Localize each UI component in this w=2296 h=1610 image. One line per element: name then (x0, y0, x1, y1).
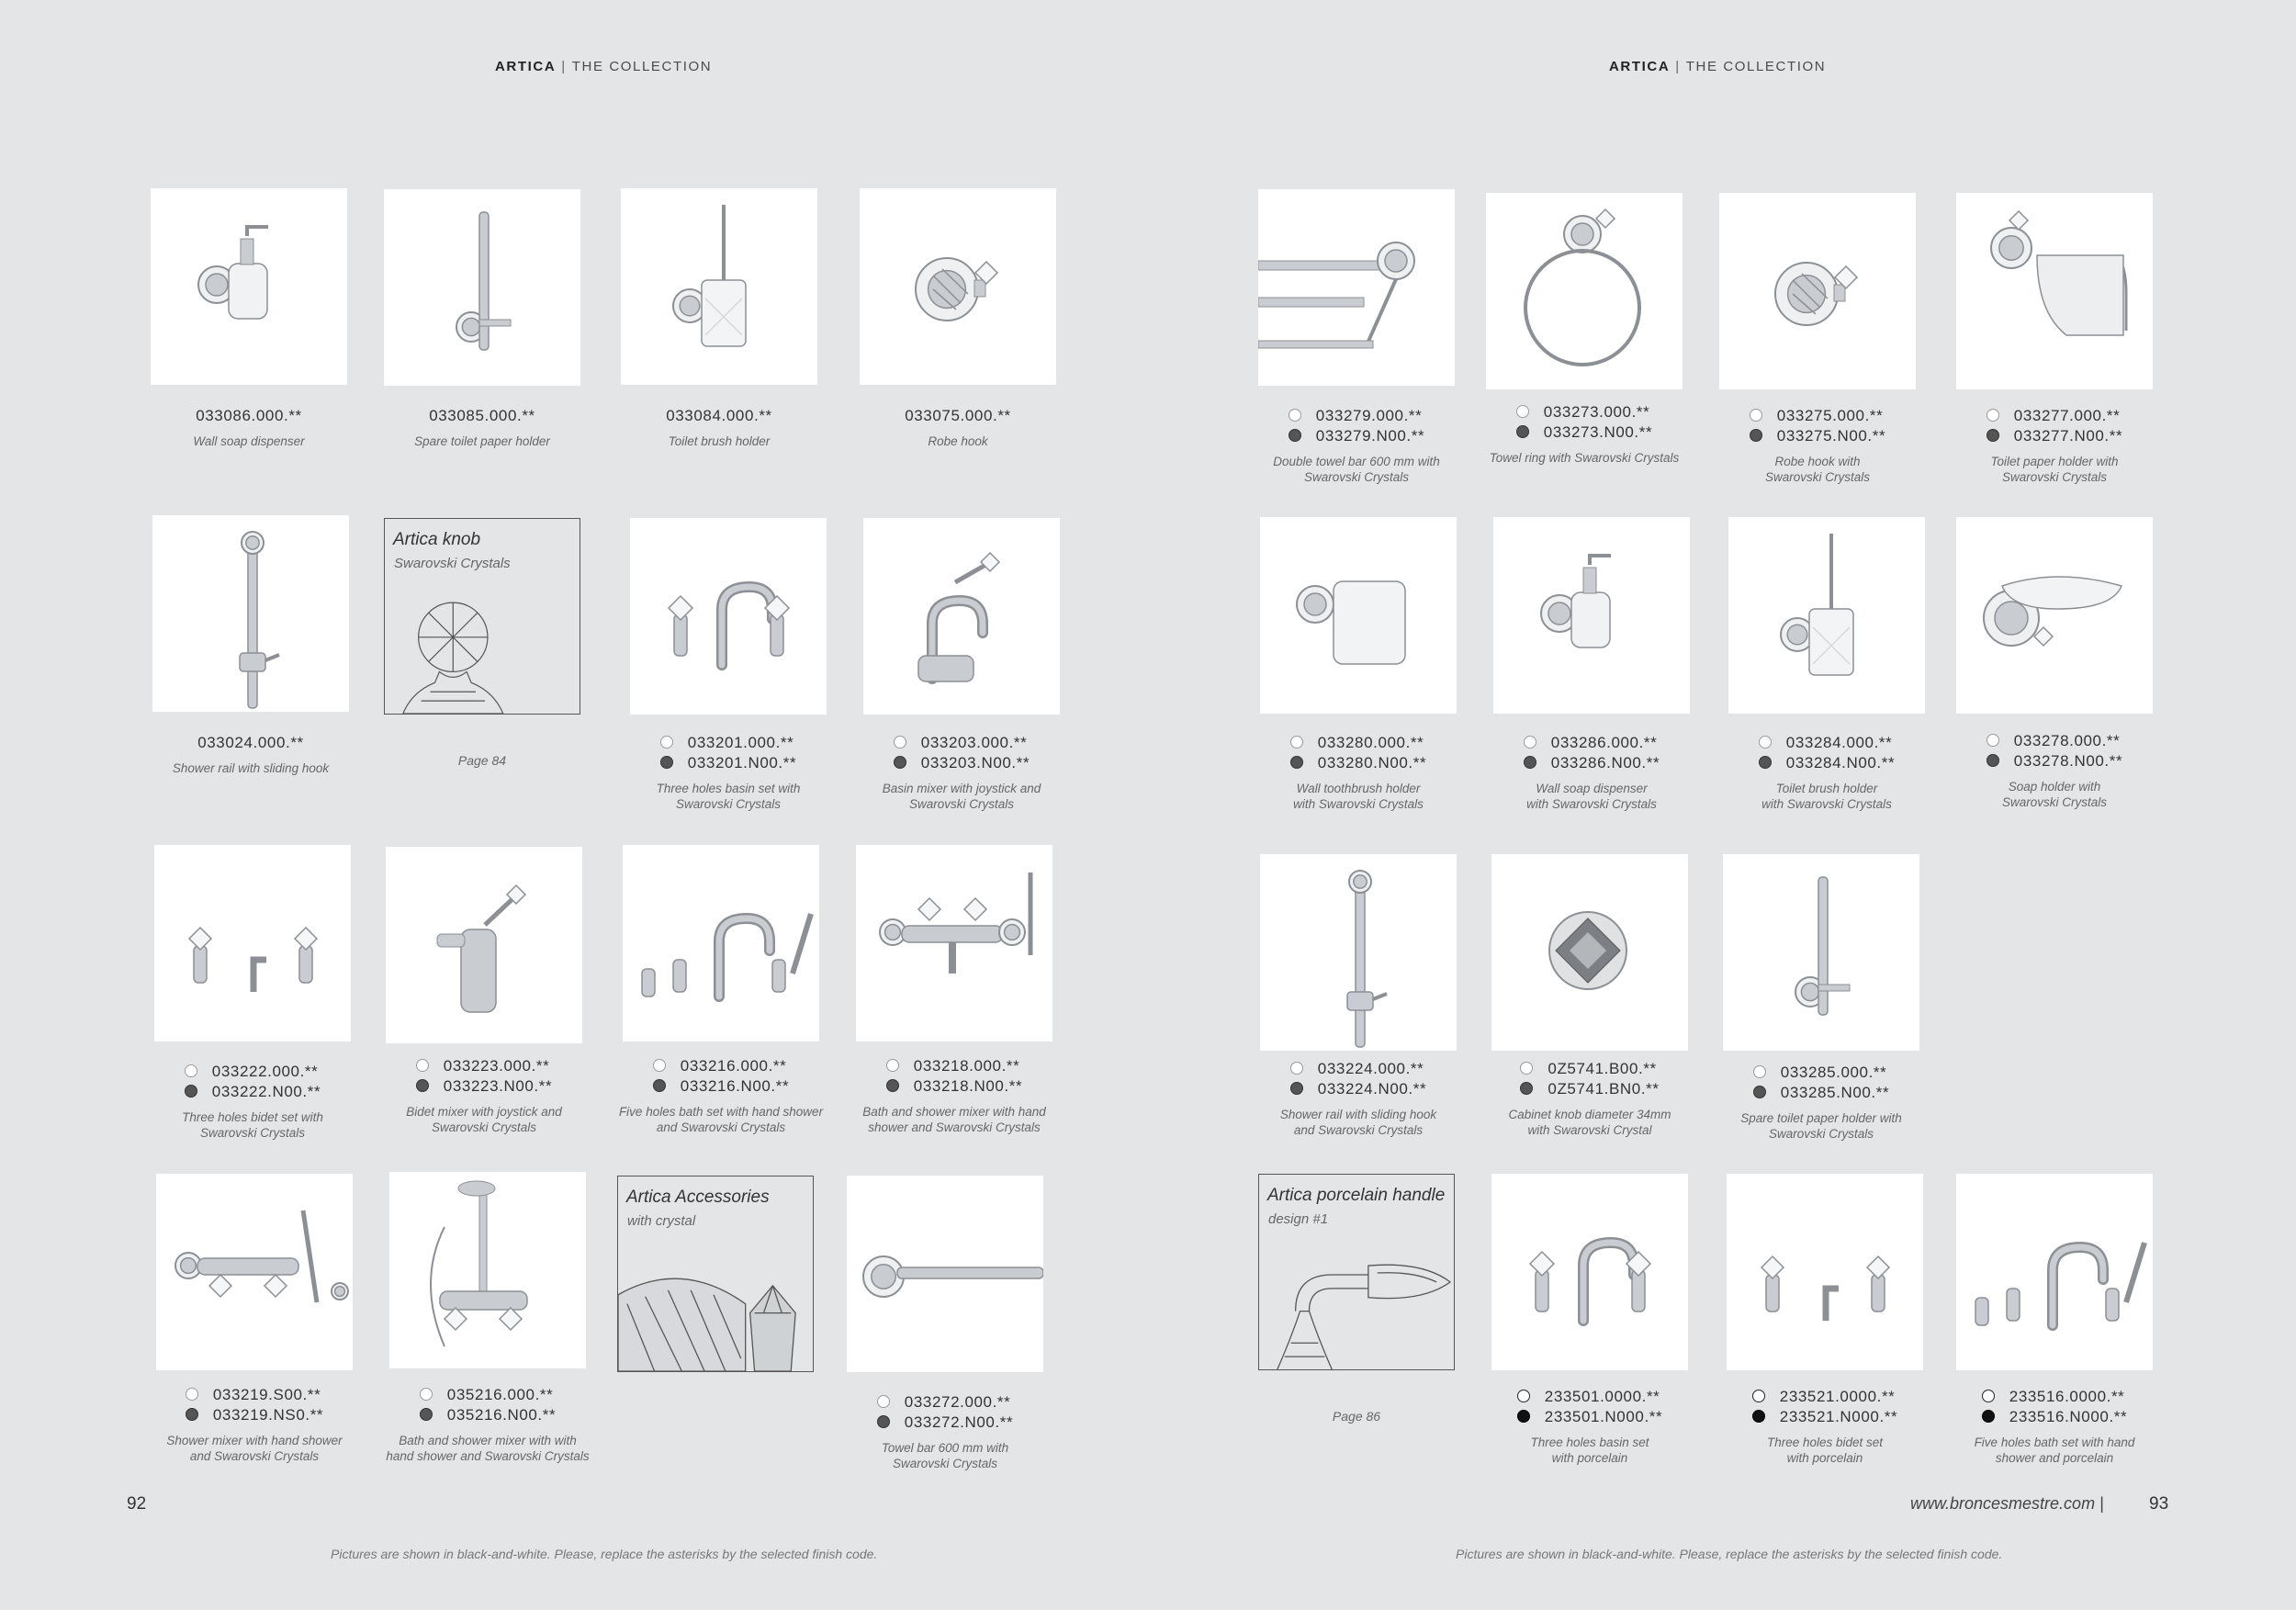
bidet-mixer-icon (386, 847, 582, 1043)
finish-swatch (1516, 425, 1529, 438)
product-description: Robe hook (928, 434, 988, 448)
crystal-knob-icon (1491, 854, 1688, 1051)
finish-swatch (1986, 754, 1999, 767)
product-description: Wall soap dispenser with Swarovski Crystals (1526, 782, 1657, 811)
product-code: 033201.N00.** (660, 753, 796, 773)
product-description: Double towel bar 600 mm with Swarovski Crystals (1273, 455, 1440, 484)
product-code: 033280.N00.** (1290, 753, 1426, 773)
finish-swatch (660, 756, 673, 769)
product-description: Wall soap dispenser (193, 434, 305, 448)
finish-swatch (1986, 409, 1999, 422)
product-description: Cabinet knob diameter 34mm with Swarovski Crystal (1508, 1108, 1671, 1137)
product-caption (1698, 406, 1937, 485)
shower-rail-icon (152, 515, 349, 712)
product-caption (131, 733, 370, 776)
product-image[interactable] (1956, 193, 2153, 389)
soap-dispenser-icon (151, 188, 347, 385)
product-code: 033219.NS0.** (186, 1405, 323, 1425)
towel-bar-icon (847, 1176, 1043, 1372)
product-caption (1465, 402, 1704, 466)
feature-box[interactable] (384, 518, 580, 715)
product-caption (1702, 1063, 1941, 1142)
product-code: 033272.N00.** (877, 1413, 1013, 1433)
product-description: Spare toilet paper holder (414, 434, 550, 448)
product-code: 035216.N00.** (420, 1405, 556, 1425)
product-code: 033224.000.** (1290, 1059, 1426, 1079)
product-code: 233516.N000.** (1982, 1407, 2127, 1427)
product-caption (1707, 733, 1946, 812)
page-header-right: ARTICA | THE COLLECTION (1609, 59, 1827, 74)
product-image[interactable] (1493, 517, 1690, 714)
product-caption (129, 406, 368, 449)
product-caption (133, 1062, 372, 1141)
product-code: 033278.N00.** (1986, 751, 2122, 771)
finish-swatch (1524, 756, 1536, 769)
finish-swatch (1750, 429, 1762, 442)
toilet-brush-icon (621, 188, 817, 385)
finish-swatch (894, 756, 906, 769)
finish-swatch (416, 1059, 429, 1072)
product-description: Soap holder with Swarovski Crystals (2001, 780, 2108, 809)
finish-swatch (660, 736, 673, 749)
website-link[interactable]: www.broncesmestre.com | (1910, 1494, 2104, 1513)
product-code: 033284.000.** (1759, 733, 1895, 753)
product-image[interactable] (152, 515, 349, 712)
product-image[interactable] (1956, 517, 2153, 714)
product-caption (826, 1392, 1064, 1471)
product-caption (1470, 1387, 1709, 1466)
product-image[interactable] (384, 189, 580, 386)
finish-swatch (1986, 734, 1999, 747)
finish-swatch (1524, 736, 1536, 749)
basin-mixer-icon (863, 518, 1060, 715)
feature-box-subtitle: with crystal (627, 1213, 696, 1229)
product-code: 033275.N00.** (1750, 426, 1885, 446)
product-code: 033222.000.** (185, 1062, 321, 1082)
product-code: 033223.000.** (416, 1056, 552, 1076)
shower-mixer-icon (156, 1174, 353, 1370)
product-caption (1470, 1059, 1709, 1138)
finish-swatch (886, 1079, 899, 1092)
product-description: Toilet paper holder with Swarovski Crystals (1990, 455, 2119, 484)
product-description: Towel ring with Swarovski Crystals (1489, 451, 1680, 465)
finish-swatch (186, 1388, 198, 1401)
finish-swatch (420, 1408, 433, 1421)
soap-dispenser-icon (1493, 517, 1690, 714)
product-image[interactable] (386, 847, 582, 1043)
product-image[interactable] (621, 188, 817, 385)
feature-box-title: Artica porcelain handle (1267, 1186, 1446, 1205)
finish-swatch (877, 1395, 890, 1408)
product-description: Bidet mixer with joystick and Swarovski Crystals (406, 1105, 562, 1134)
product-description: Toilet brush holder with Swarovski Crystals (1761, 782, 1892, 811)
product-code: 033286.000.** (1524, 733, 1660, 753)
product-code: 233516.0000.** (1982, 1387, 2127, 1407)
page-number-left: 92 (127, 1494, 147, 1514)
product-code: 033201.000.** (660, 733, 796, 753)
tumbler-holder-icon (1260, 517, 1457, 714)
finish-swatch (1290, 736, 1303, 749)
product-image[interactable] (1258, 189, 1455, 386)
product-description: Three holes bidet set with Swarovski Crystals (182, 1110, 323, 1140)
product-code: 033277.000.** (1986, 406, 2122, 426)
product-caption (363, 406, 602, 449)
finish-swatch (1517, 1410, 1530, 1423)
product-image[interactable] (1723, 854, 1919, 1051)
finish-swatch (1986, 429, 1999, 442)
product-code: 033279.000.** (1289, 406, 1424, 426)
shower-rail-icon (1260, 854, 1457, 1051)
product-code: 033222.N00.** (185, 1082, 321, 1102)
feature-box[interactable] (1258, 1174, 1455, 1370)
finish-swatch (894, 736, 906, 749)
product-image[interactable] (1727, 1174, 1923, 1370)
product-image[interactable] (623, 845, 819, 1041)
finish-swatch (416, 1079, 429, 1092)
product-image[interactable] (847, 1176, 1043, 1372)
product-image[interactable] (1486, 193, 1683, 389)
product-caption (835, 1056, 1074, 1135)
product-code: 0Z5741.B00.** (1520, 1059, 1659, 1079)
product-caption (600, 406, 838, 449)
product-caption (1705, 1387, 1944, 1466)
feature-box-subtitle: design #1 (1268, 1211, 1329, 1227)
product-description: Three holes basin set with porcelain (1530, 1435, 1649, 1465)
product-description: Five holes bath set with hand shower and Swarovski Crystals (618, 1105, 824, 1134)
page-reference[interactable]: Page 84 (457, 753, 507, 768)
feature-box-title: Artica knob (393, 530, 481, 549)
product-code: 033216.000.** (653, 1056, 789, 1076)
product-image[interactable] (1260, 517, 1457, 714)
product-code: 033285.000.** (1753, 1063, 1889, 1083)
product-description: Shower rail with sliding hook and Swarovski Crystals (1279, 1108, 1437, 1137)
product-code: 033277.N00.** (1986, 426, 2122, 446)
page-reference[interactable]: Page 86 (1332, 1409, 1381, 1424)
product-caption (842, 733, 1081, 812)
product-description: Towel bar 600 mm with Swarovski Crystals (881, 1441, 1009, 1470)
product-code: 033273.000.** (1516, 402, 1652, 422)
product-code: 033084.000.** (666, 407, 772, 424)
product-code: 033272.000.** (877, 1392, 1013, 1413)
product-description: Bath and shower mixer with with hand shower and Swarovski Crystals (386, 1434, 590, 1463)
finish-swatch (1290, 756, 1303, 769)
product-caption (602, 1056, 840, 1135)
finish-swatch (1750, 409, 1762, 422)
product-description: Spare toilet paper holder with Swarovski Crystals (1740, 1111, 1902, 1141)
bidet-set-icon (1727, 1174, 1923, 1370)
product-code: 033279.N00.** (1289, 426, 1424, 446)
exposed-shower-icon (389, 1172, 586, 1368)
product-code: 033275.000.** (1750, 406, 1885, 426)
finish-swatch (1289, 429, 1301, 442)
product-image[interactable] (1491, 1174, 1688, 1370)
basin-set-icon (1491, 1174, 1688, 1370)
product-caption (1239, 1059, 1478, 1138)
finish-swatch (1752, 1390, 1765, 1402)
bath-set-icon (1956, 1174, 2153, 1370)
page-number-right: 93 (2149, 1494, 2169, 1514)
product-caption (1239, 733, 1478, 812)
footer-note-left: Pictures are shown in black-and-white. Please, replace the asterisks by the selected finish code. (331, 1547, 878, 1561)
product-code: 033218.000.** (886, 1056, 1022, 1076)
product-image[interactable] (1719, 193, 1916, 389)
finish-swatch (185, 1064, 197, 1077)
product-code: 035216.000.** (420, 1385, 556, 1405)
finish-swatch (1289, 409, 1301, 422)
product-code: 033273.N00.** (1516, 422, 1652, 443)
product-image[interactable] (1260, 854, 1457, 1051)
bidet-set-icon (154, 845, 351, 1041)
product-code: 033203.N00.** (894, 753, 1030, 773)
robe-hook-icon (1719, 193, 1916, 389)
product-image[interactable] (1956, 1174, 2153, 1370)
spare-paper-holder-icon (1723, 854, 1919, 1051)
footer-note-right: Pictures are shown in black-and-white. Please, replace the asterisks by the selected finish code. (1456, 1547, 2003, 1561)
towel-ring-icon (1486, 193, 1683, 389)
finish-swatch (877, 1415, 890, 1428)
page-header-left: ARTICA | THE COLLECTION (495, 59, 713, 74)
product-description: Shower rail with sliding hook (172, 761, 330, 775)
product-caption (135, 1385, 374, 1464)
finish-swatch (185, 1085, 197, 1098)
product-code: 233521.0000.** (1752, 1387, 1897, 1407)
feature-box-title: Artica Accessories (626, 1188, 770, 1207)
product-image[interactable] (154, 845, 351, 1041)
product-description: Shower mixer with hand shower and Swarovski Crystals (166, 1434, 343, 1463)
finish-swatch (1982, 1410, 1995, 1423)
product-caption (1935, 731, 2174, 810)
toilet-brush-icon (1728, 517, 1925, 714)
product-description: Three holes basin set with Swarovski Crystals (656, 782, 801, 811)
product-code: 033216.N00.** (653, 1076, 789, 1097)
product-caption (1935, 1387, 2174, 1466)
product-description: Five holes bath set with hand shower and porcelain (1974, 1435, 2135, 1465)
feature-box[interactable] (617, 1176, 814, 1372)
bath-set-icon (623, 845, 819, 1041)
finish-swatch (1520, 1082, 1533, 1095)
product-image[interactable] (151, 188, 347, 385)
soap-holder-icon (1956, 517, 2153, 714)
product-code: 033218.N00.** (886, 1076, 1022, 1097)
product-image[interactable] (1728, 517, 1925, 714)
product-code: 033284.N00.** (1759, 753, 1895, 773)
product-code: 233521.N000.** (1752, 1407, 1897, 1427)
finish-swatch (1759, 736, 1772, 749)
product-caption (1935, 406, 2174, 485)
paper-holder-icon (1956, 193, 2153, 389)
product-code: 033075.000.** (905, 407, 1011, 424)
product-description: Toilet brush holder (668, 434, 771, 448)
product-code: 033086.000.** (196, 407, 302, 424)
product-code: 033280.000.** (1290, 733, 1426, 753)
basin-set-icon (630, 518, 827, 715)
finish-swatch (1753, 1065, 1766, 1078)
finish-swatch (653, 1079, 666, 1092)
product-image[interactable] (1491, 854, 1688, 1051)
finish-swatch (886, 1059, 899, 1072)
product-image[interactable] (863, 518, 1060, 715)
product-description: Basin mixer with joystick and Swarovski Crystals (882, 782, 1041, 811)
product-code: 033024.000.** (197, 734, 304, 751)
product-description: Wall toothbrush holder with Swarovski Crystals (1293, 782, 1424, 811)
product-caption (609, 733, 848, 812)
product-code: 033219.S00.** (186, 1385, 323, 1405)
product-description: Robe hook with Swarovski Crystals (1764, 455, 1871, 484)
product-code: 033286.N00.** (1524, 753, 1660, 773)
finish-swatch (1520, 1062, 1533, 1075)
product-code: 033203.000.** (894, 733, 1030, 753)
product-caption (838, 406, 1077, 449)
product-code: 033224.N00.** (1290, 1079, 1426, 1099)
product-image[interactable] (856, 845, 1052, 1041)
product-caption (1472, 733, 1711, 812)
product-code: 233501.N000.** (1517, 1407, 1662, 1427)
product-image[interactable] (630, 518, 827, 715)
feature-box-subtitle: Swarovski Crystals (394, 556, 511, 571)
bath-shower-mixer-icon (856, 845, 1052, 1041)
finish-swatch (186, 1408, 198, 1421)
finish-swatch (1290, 1062, 1303, 1075)
product-image[interactable] (860, 188, 1056, 385)
product-code: 033285.N00.** (1753, 1083, 1889, 1103)
finish-swatch (1759, 756, 1772, 769)
finish-swatch (653, 1059, 666, 1072)
product-code: 0Z5741.BN0.** (1520, 1079, 1659, 1099)
finish-swatch (1753, 1086, 1766, 1098)
finish-swatch (1290, 1082, 1303, 1095)
product-code: 033278.000.** (1986, 731, 2122, 751)
double-towel-bar-icon (1258, 189, 1455, 386)
finish-swatch (1517, 1390, 1530, 1402)
product-code: 233501.0000.** (1517, 1387, 1662, 1407)
finish-swatch (420, 1388, 433, 1401)
finish-swatch (1982, 1390, 1995, 1402)
finish-swatch (1516, 405, 1529, 418)
spare-paper-holder-icon (384, 189, 580, 386)
product-description: Three holes bidet set with porcelain (1766, 1435, 1884, 1465)
product-caption (1237, 406, 1476, 485)
product-code: 033223.N00.** (416, 1076, 552, 1097)
finish-swatch (1752, 1410, 1765, 1423)
product-description: Bath and shower mixer with hand shower and Swarovski Crystals (862, 1105, 1046, 1134)
product-caption (368, 1385, 607, 1464)
product-caption (365, 1056, 603, 1135)
product-image[interactable] (389, 1172, 586, 1368)
product-code: 033085.000.** (429, 407, 535, 424)
robe-hook-icon (860, 188, 1056, 385)
product-image[interactable] (156, 1174, 353, 1370)
